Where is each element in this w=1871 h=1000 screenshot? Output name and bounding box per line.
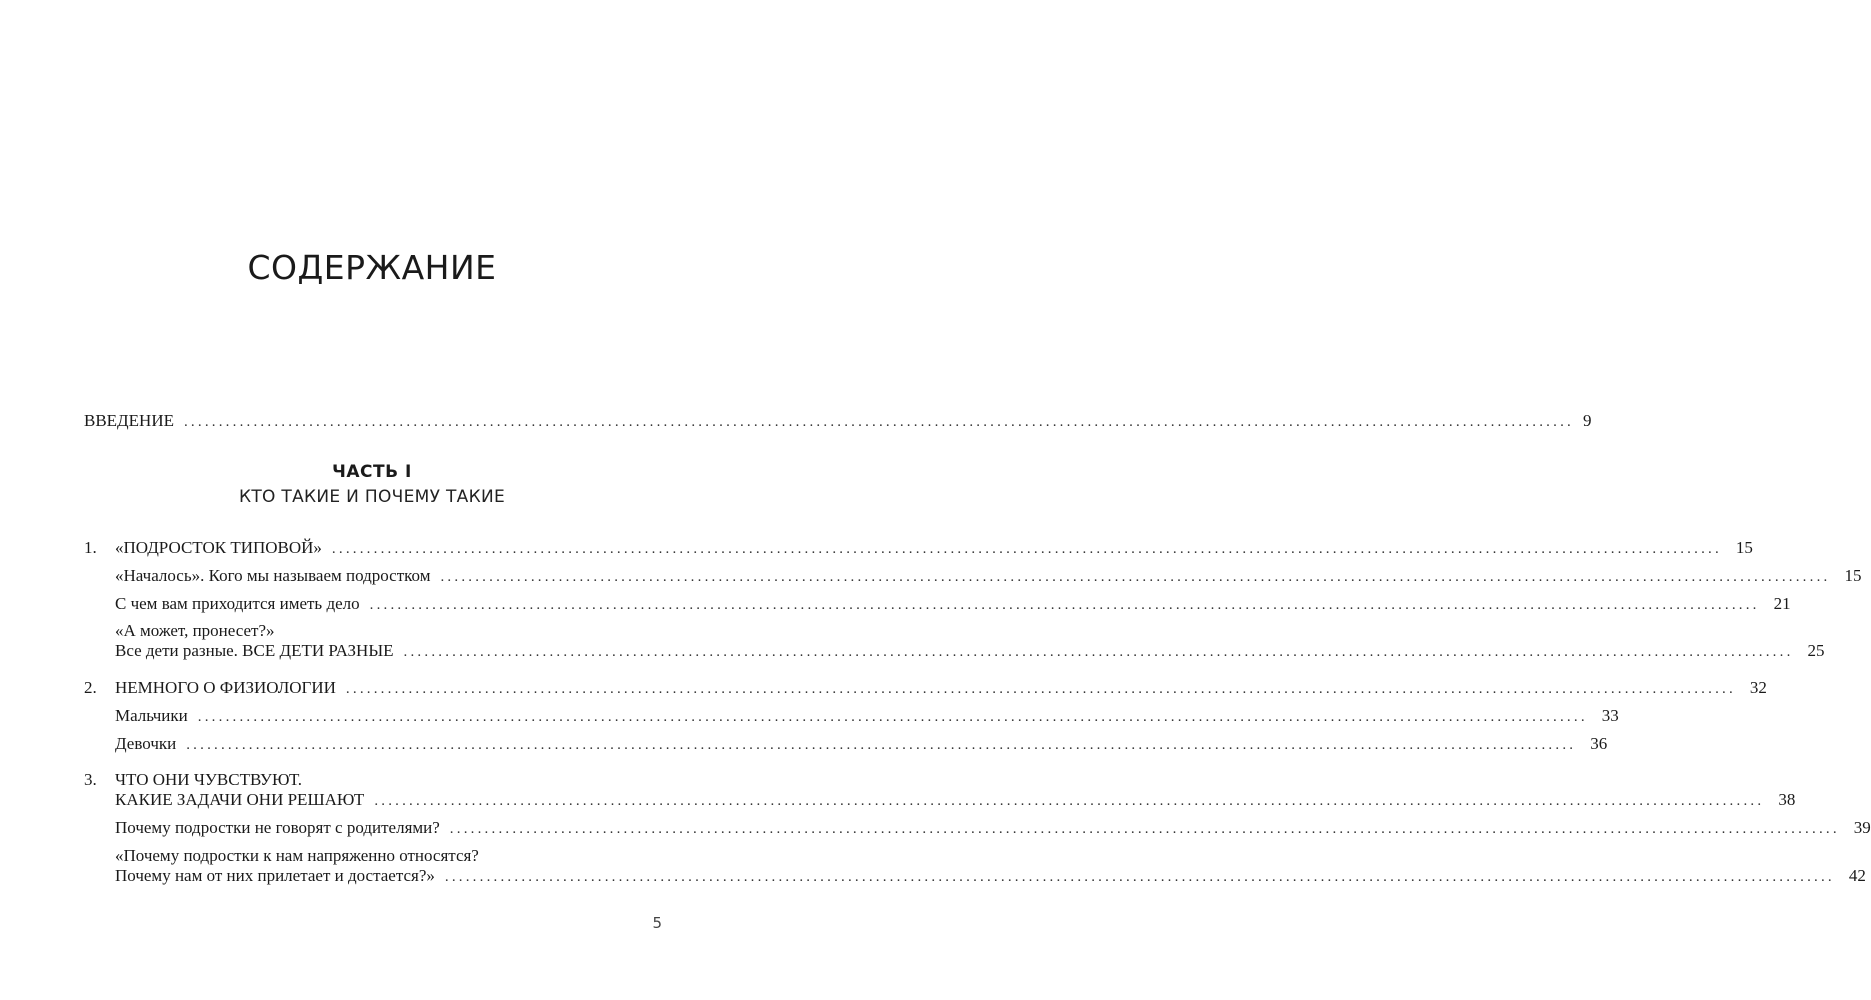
leader-dots: ........................................................................................................................................................................................................: [403, 644, 1794, 660]
toc-chapter-3[interactable]: [115, 790, 1796, 811]
toc-chapter-3-line1[interactable]: [84, 770, 660, 790]
toc-section[interactable]: [115, 706, 1619, 727]
section-title: Девочки: [115, 734, 177, 753]
section-title: «Началось». Кого мы называем подростком: [115, 566, 431, 585]
chapter-title: НЕМНОГО О ФИЗИОЛОГИИ: [115, 678, 336, 697]
leader-dots: ........................................................................................................................................................................................................: [440, 569, 1831, 585]
part-subtitle: КТО ТАКИЕ И ПОЧЕМУ ТАКИЕ: [238, 487, 506, 507]
section-title: С чем вам приходится иметь дело: [115, 594, 360, 613]
toc-entry-title: ВВЕДЕНИЕ: [84, 411, 174, 430]
toc-section[interactable]: [115, 734, 1608, 755]
leader-dots: ........................................................................................................................................................................................................: [444, 869, 1835, 885]
section-title-line1[interactable]: «Почему подростки к нам напряженно относятся?: [115, 846, 479, 865]
leader-dots: ........................................................................................................................................................................................................: [345, 681, 1736, 697]
leader-dots: ........................................................................................................................................................................................................: [331, 541, 1722, 557]
section-title: Почему нам от них прилетает и достается?»: [115, 866, 435, 885]
section-title: Мальчики: [115, 706, 188, 725]
section-title-line1[interactable]: «А может, пронесет?»: [115, 621, 275, 640]
chapter-page: 38: [1778, 790, 1796, 809]
toc-chapter-2[interactable]: [84, 678, 1767, 699]
toc-entry-introduction[interactable]: [84, 411, 1592, 432]
section-page: 21: [1773, 594, 1791, 613]
section-title: Почему подростки не говорят с родителями?: [115, 818, 440, 837]
toc-section[interactable]: [115, 818, 1871, 839]
chapter-title: «ПОДРОСТОК ТИПОВОЙ»: [115, 538, 322, 557]
section-page: 42: [1848, 866, 1866, 885]
toc-section[interactable]: [115, 641, 1825, 662]
toc-section[interactable]: [115, 566, 1862, 587]
page-title: СОДЕРЖАНИЕ: [247, 248, 497, 287]
chapter-page: 15: [1735, 538, 1753, 557]
page-number: 5: [652, 914, 662, 932]
section-page: 36: [1590, 734, 1608, 753]
chapter-number: 3.: [84, 770, 97, 789]
section-page: 33: [1601, 706, 1619, 725]
chapter-title: КАКИЕ ЗАДАЧИ ОНИ РЕШАЮТ: [115, 790, 365, 809]
part-label: ЧАСТЬ I: [332, 462, 412, 482]
section-title: Все дети разные. ВСЕ ДЕТИ РАЗНЫЕ: [115, 641, 394, 660]
leader-dots: ........................................................................................................................................................................................................: [197, 709, 1588, 725]
chapter-page: 32: [1749, 678, 1767, 697]
chapter-number: 1.: [84, 538, 97, 557]
toc-section[interactable]: [115, 866, 1866, 887]
toc-section[interactable]: [115, 594, 1791, 615]
toc-entry-page: 9: [1582, 411, 1592, 430]
leader-dots: ........................................................................................................................................................................................................: [183, 414, 1574, 430]
section-page: 25: [1807, 641, 1825, 660]
chapter-title-line1: ЧТО ОНИ ЧУВСТВУЮТ.: [115, 770, 302, 789]
leader-dots: ........................................................................................................................................................................................................: [449, 821, 1840, 837]
leader-dots: ........................................................................................................................................................................................................: [374, 793, 1765, 809]
section-page: 39: [1853, 818, 1871, 837]
chapter-number: 2.: [84, 678, 97, 697]
toc-chapter-1[interactable]: [84, 538, 1753, 559]
leader-dots: ........................................................................................................................................................................................................: [369, 597, 1760, 613]
section-page: 15: [1844, 566, 1862, 585]
leader-dots: ........................................................................................................................................................................................................: [186, 737, 1577, 753]
